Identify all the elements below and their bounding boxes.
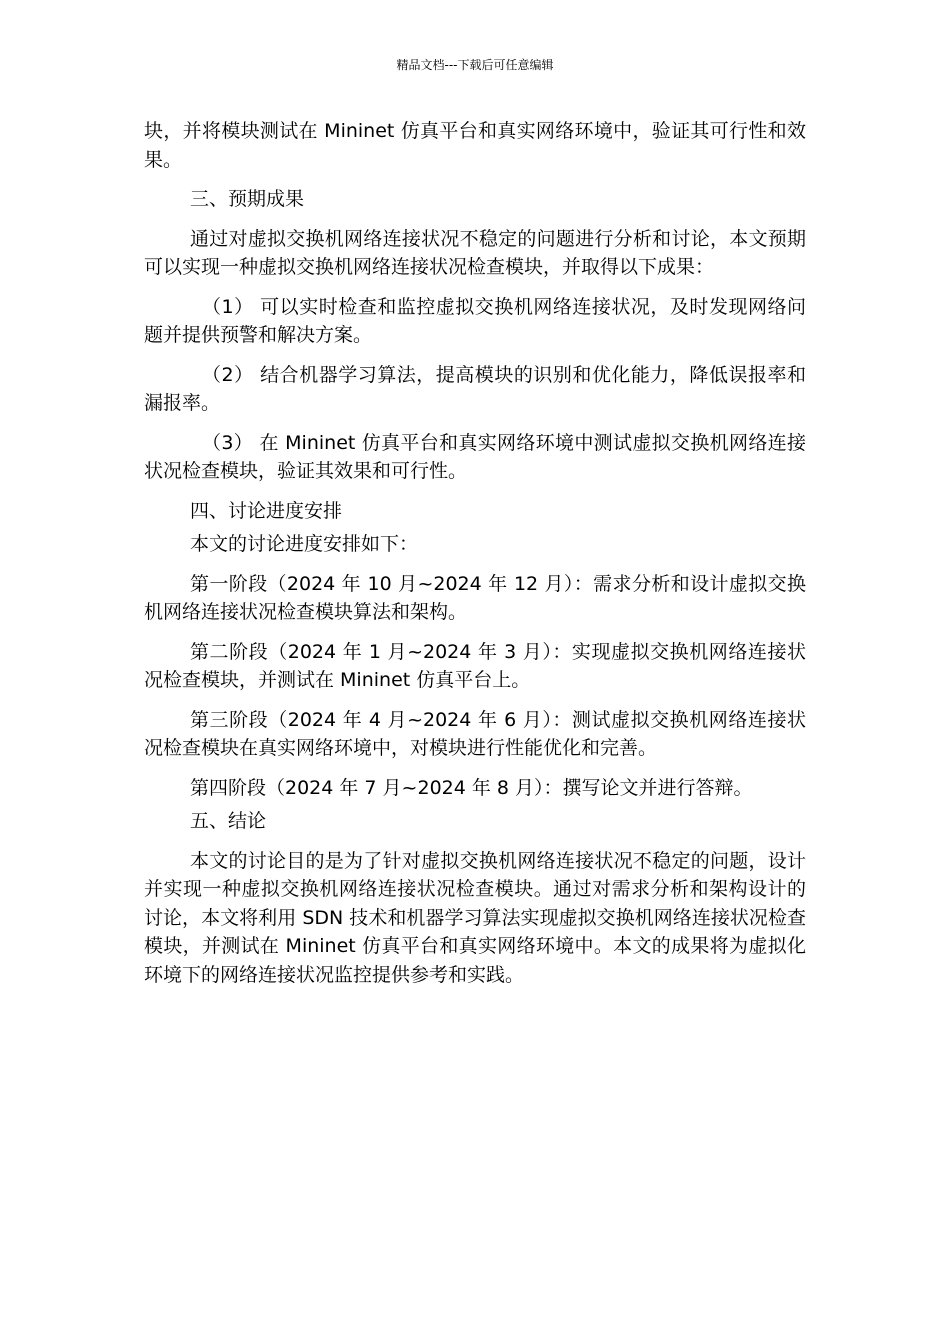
schedule-phase-3: 第三阶段（2024 年 4 月~2024 年 6 月）：测试虚拟交换机网络连接状况检查模块在真实网络环境中，对模块进行性能优化和完善。 bbox=[144, 708, 806, 759]
section-heading-expected-results: 三、预期成果 bbox=[190, 188, 305, 210]
schedule-phase-4: 第四阶段（2024 年 7 月~2024 年 8 月）：撰写论文并进行答辩。 bbox=[190, 776, 753, 799]
schedule-phase-1: 第一阶段（2024 年 10 月~2024 年 12 月）：需求分析和设计虚拟交换机网络连接状况检查模块算法和架构。 bbox=[144, 572, 806, 623]
schedule-phase-2: 第二阶段（2024 年 1 月~2024 年 3 月）：实现虚拟交换机网络连接状况检查模块，并测试在 Mininet 仿真平台上。 bbox=[144, 640, 806, 691]
paragraph-expected-results-intro: 通过对虚拟交换机网络连接状况不稳定的问题进行分析和讨论，本文预期可以实现一种虚拟交换机网络连接状况检查模块，并取得以下成果： bbox=[144, 227, 806, 278]
list-item-2: （2） 结合机器学习算法，提高模块的识别和优化能力，降低误报率和漏报率。 bbox=[144, 363, 806, 414]
paragraph-conclusion: 本文的讨论目的是为了针对虚拟交换机网络连接状况不稳定的问题，设计并实现一种虚拟交换机网络连接状况检查模块。通过对需求分析和架构设计的讨论，本文将利用 SDN 技术和机器学习算法实现虚拟交换机网络连接状况检查模块，并测试在 Mininet 仿真平台和真实网络环境中。本文的成果将为虚拟化环境下的网络连接状况监控提供参考和实践。 bbox=[144, 849, 806, 986]
list-item-3: （3） 在 Mininet 仿真平台和真实网络环境中测试虚拟交换机网络连接状况检查模块，验证其效果和可行性。 bbox=[144, 431, 806, 482]
section-heading-schedule: 四、讨论进度安排 bbox=[190, 499, 343, 522]
paragraph-schedule-intro: 本文的讨论进度安排如下： bbox=[190, 533, 419, 555]
list-item-1: （1） 可以实时检查和监控虚拟交换机网络连接状况，及时发现网络问题并提供预警和解决方案。 bbox=[144, 295, 806, 346]
paragraph-continuation: 块，并将模块测试在 Mininet 仿真平台和真实网络环境中，验证其可行性和效果。 bbox=[144, 120, 806, 171]
page-header: 精品文档---下载后可任意编辑 bbox=[396, 58, 554, 72]
document-body bbox=[144, 117, 806, 989]
section-heading-conclusion: 五、结论 bbox=[190, 810, 267, 832]
